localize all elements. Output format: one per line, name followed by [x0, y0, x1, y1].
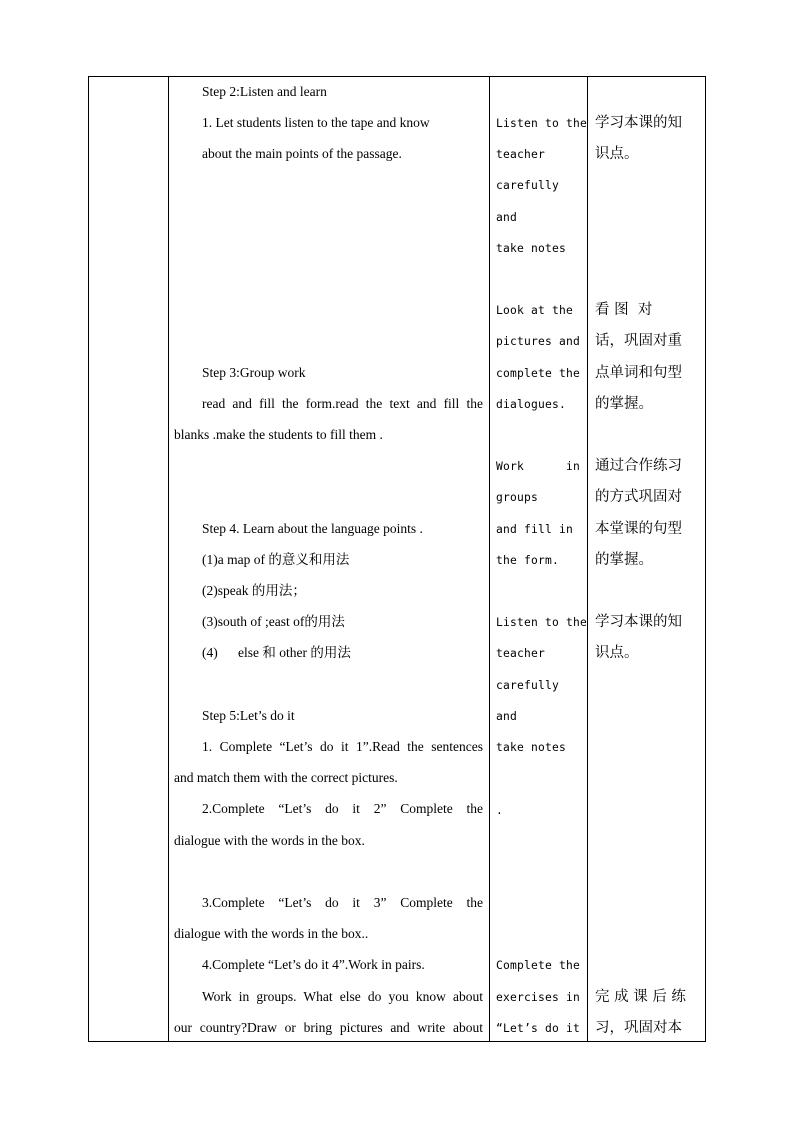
student-line: carefully	[496, 179, 560, 192]
content-line: 4.Complete “Let’s do it 4”.Work in pairs.	[202, 957, 425, 972]
content-line: dialogue with the words in the box..	[174, 926, 369, 941]
student-line: take notes	[496, 741, 567, 754]
student-line: take notes	[496, 242, 567, 255]
content-line: read and fill the form.read the text and fill the	[202, 396, 483, 411]
content-line: about the main points of the passage.	[202, 146, 402, 161]
step3-heading: Step 3:Group work	[202, 365, 306, 380]
content-line: (2)speak 的用法；	[202, 583, 306, 598]
purpose-line: 本堂课的句型	[595, 521, 682, 537]
content-line: dialogue with the words in the box.	[174, 833, 365, 848]
content-line: 1. Complete “Let’s do it 1”.Read the sentences	[202, 739, 483, 754]
purpose-line: 识点。	[595, 645, 639, 661]
student-line: Listen to the	[496, 117, 588, 130]
student-line: the form.	[496, 554, 560, 567]
student-line: carefully	[496, 679, 560, 692]
column-divider-2	[489, 77, 490, 1041]
student-line: teacher	[496, 148, 546, 161]
purpose-line: 学习本课的知	[595, 614, 682, 630]
content-line: our country?Draw or bring pictures and write about	[174, 1020, 483, 1035]
content-line: 1. Let students listen to the tape and know	[202, 115, 430, 130]
content-line: (3)south of ;east of的用法	[202, 614, 345, 629]
content-line: 2.Complete “Let’s do it 2” Complete the	[202, 801, 483, 816]
column-divider-3	[587, 77, 588, 1041]
purpose-line: 学习本课的知	[595, 115, 682, 131]
content-line: Work in groups. What else do you know about	[202, 989, 483, 1004]
purpose-line: 完 成 课 后 练	[595, 989, 686, 1005]
purpose-line: 通过合作练习	[595, 458, 682, 474]
student-line: groups	[496, 491, 539, 504]
content-line: 3.Complete “Let’s do it 3” Complete the	[202, 895, 483, 910]
student-line: and fill in	[496, 523, 574, 536]
step5-heading: Step 5:Let’s do it	[202, 708, 295, 723]
student-line: pictures and	[496, 335, 581, 348]
content-line: and match them with the correct pictures.	[174, 770, 398, 785]
student-line: Complete the	[496, 959, 581, 972]
student-line: and	[496, 211, 518, 224]
step4-heading: Step 4. Learn about the language points .	[202, 521, 423, 536]
purpose-line: 的掌握。	[595, 552, 653, 568]
student-line: teacher	[496, 647, 546, 660]
student-line: exercises in	[496, 991, 581, 1004]
purpose-line: 点单词和句型	[595, 365, 682, 381]
column-divider-1	[168, 77, 169, 1041]
purpose-line: 话，巩固对重	[595, 333, 682, 349]
purpose-line: 习，巩固对本	[595, 1020, 682, 1036]
student-line: dialogues.	[496, 398, 567, 411]
purpose-line: 的掌握。	[595, 396, 653, 412]
student-line: and	[496, 710, 518, 723]
content-line: (1)a map of 的意义和用法	[202, 552, 350, 567]
student-line: Listen to the	[496, 616, 588, 629]
purpose-line: 看 图 对	[595, 302, 653, 318]
student-line: .	[496, 804, 504, 817]
student-line: Work in	[496, 460, 581, 473]
content-line: (4) else 和 other 的用法	[202, 645, 351, 660]
student-line: “Let’s do it	[496, 1022, 581, 1035]
student-line: complete the	[496, 367, 581, 380]
purpose-line: 的方式巩固对	[595, 489, 682, 505]
student-line: Look at the	[496, 304, 574, 317]
purpose-line: 识点。	[595, 146, 639, 162]
step2-heading: Step 2:Listen and learn	[202, 84, 327, 99]
content-line: blanks .make the students to fill them .	[174, 427, 383, 442]
